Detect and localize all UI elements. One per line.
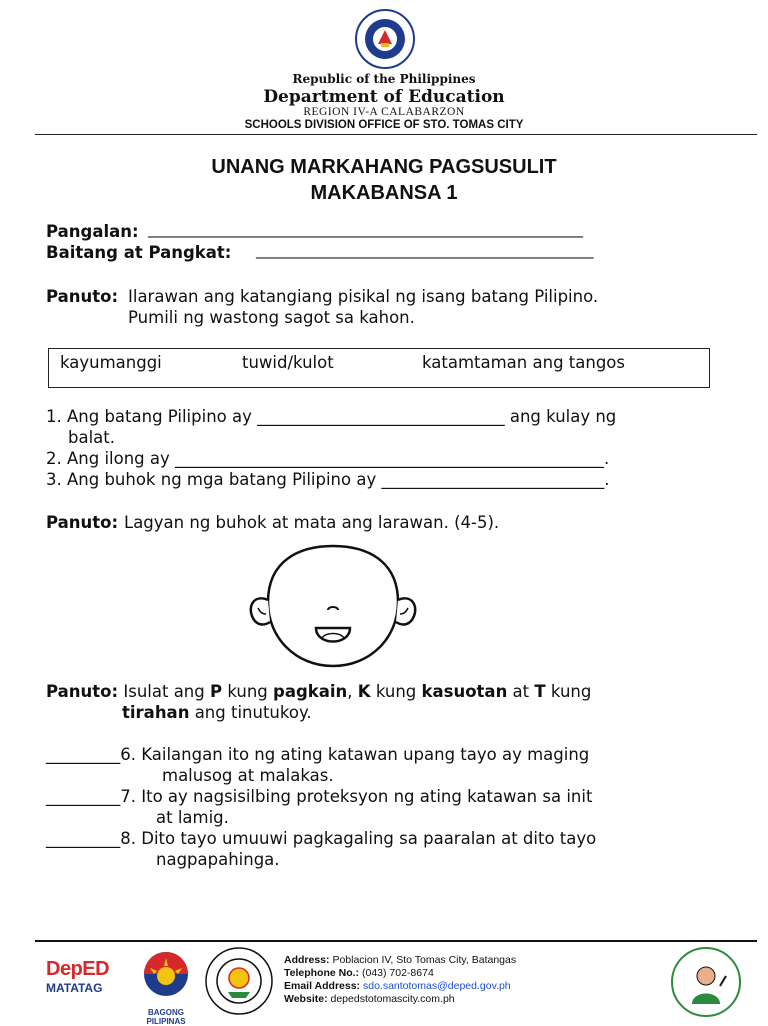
question-7-cont: at lamig. xyxy=(156,808,229,827)
phone-value: (043) 702-8674 xyxy=(361,967,434,979)
letter-p: P xyxy=(209,682,223,701)
bagong-pilipinas-emblem xyxy=(128,948,204,1002)
instruction-3-line1 xyxy=(46,682,591,701)
panuto-label-3: Panuto: xyxy=(46,682,119,701)
text: kung xyxy=(370,682,422,701)
name-label: Pangalan: xyxy=(46,222,139,241)
deped-matatag-logo xyxy=(46,958,120,1006)
text: at xyxy=(507,682,535,701)
deped-wordmark: DepED xyxy=(46,958,110,980)
exam-title: UNANG MARKAHANG PAGSUSULIT xyxy=(211,156,557,178)
text: ang tinutukoy. xyxy=(189,703,312,722)
instruction-1-line1: Ilarawan ang katangiang pisikal ng isang batang Pilipino. xyxy=(128,287,599,306)
letter-k: K xyxy=(357,682,371,701)
question-6-cont: malusog at malakas. xyxy=(162,766,334,785)
grade-blank[interactable]: _____________________________________________ xyxy=(256,241,594,259)
bagong-pilipinas-text: BAGONG PILIPINAS xyxy=(146,1008,186,1026)
panuto-label-1: Panuto: xyxy=(46,287,119,306)
question-1: 1. Ang batang Pilipino ay ______________________________ ang kulay ng xyxy=(46,407,617,426)
instruction-3-line2 xyxy=(122,703,312,722)
choice-kayumanggi: kayumanggi xyxy=(60,353,162,372)
email-label: Email Address: xyxy=(284,980,361,992)
region-text: REGION IV-A CALABARZON xyxy=(303,106,465,118)
footer-divider xyxy=(35,940,757,942)
deped-seal-logo xyxy=(354,8,416,70)
question-7: _________7. Ito ay nagsisilbing proteksyon ng ating katawan sa init xyxy=(46,787,593,806)
word-kasuotan: kasuotan xyxy=(421,682,508,701)
choice-tuwid-kulot: tuwid/kulot xyxy=(242,353,334,372)
word-pagkain: pagkain xyxy=(273,682,348,701)
exam-subject: MAKABANSA 1 xyxy=(310,182,458,204)
email-link[interactable]: sdo.santotomas@deped.gov.ph xyxy=(362,980,511,992)
text: kung xyxy=(222,682,274,701)
address-value: Poblacion IV, Sto Tomas City, Batangas xyxy=(332,954,517,966)
republic-text: Republic of the Philippines xyxy=(292,72,476,86)
sdo-text: SCHOOLS DIVISION OFFICE OF STO. TOMAS CITY xyxy=(244,119,524,131)
website-link[interactable]: depedstotomascity.com.ph xyxy=(330,993,455,1005)
matatag-wordmark: MATATAG xyxy=(46,981,103,995)
website-label: Website: xyxy=(284,993,328,1005)
question-3: 3. Ang buhok ng mga batang Pilipino ay ___________________________. xyxy=(46,470,610,489)
text: , xyxy=(347,682,358,701)
question-2: 2. Ang ilong ay ____________________________________________________. xyxy=(46,449,610,468)
name-blank[interactable]: __________________________________________________________ xyxy=(148,220,583,238)
panuto-label-2: Panuto: xyxy=(46,513,119,532)
question-8: _________8. Dito tayo umuuwi pagkagaling sa paaralan at dito tayo xyxy=(46,829,597,848)
bald-face-drawing[interactable] xyxy=(244,542,422,670)
footer-website xyxy=(284,993,455,1005)
bagong-pilipinas-logo xyxy=(128,948,204,1026)
question-6: _________6. Kailangan ito ng ating katawan upang tayo ay maging xyxy=(46,745,590,764)
choice-katamtaman: katamtaman ang tangos xyxy=(422,353,625,372)
header-divider xyxy=(35,134,757,135)
division-seal-logo xyxy=(204,946,274,1016)
grade-label: Baitang at Pangkat: xyxy=(46,243,232,262)
footer-email xyxy=(284,980,511,992)
word-tirahan: tirahan xyxy=(122,703,190,722)
phone-label: Telephone No.: xyxy=(284,967,360,979)
footer-phone xyxy=(284,967,434,979)
text: kung xyxy=(545,682,592,701)
instruction-2: Lagyan ng buhok at mata ang larawan. (4-5). xyxy=(124,513,500,532)
department-text: Department of Education xyxy=(263,87,505,107)
question-1-cont: balat. xyxy=(68,428,115,447)
tomasino-ako-logo xyxy=(670,946,742,1018)
address-label: Address: xyxy=(284,954,330,966)
instruction-1-line2: Pumili ng wastong sagot sa kahon. xyxy=(128,308,415,327)
letter-t: T xyxy=(534,682,546,701)
text: Isulat ang xyxy=(123,682,210,701)
footer-address xyxy=(284,954,516,966)
question-8-cont: nagpapahinga. xyxy=(156,850,280,869)
